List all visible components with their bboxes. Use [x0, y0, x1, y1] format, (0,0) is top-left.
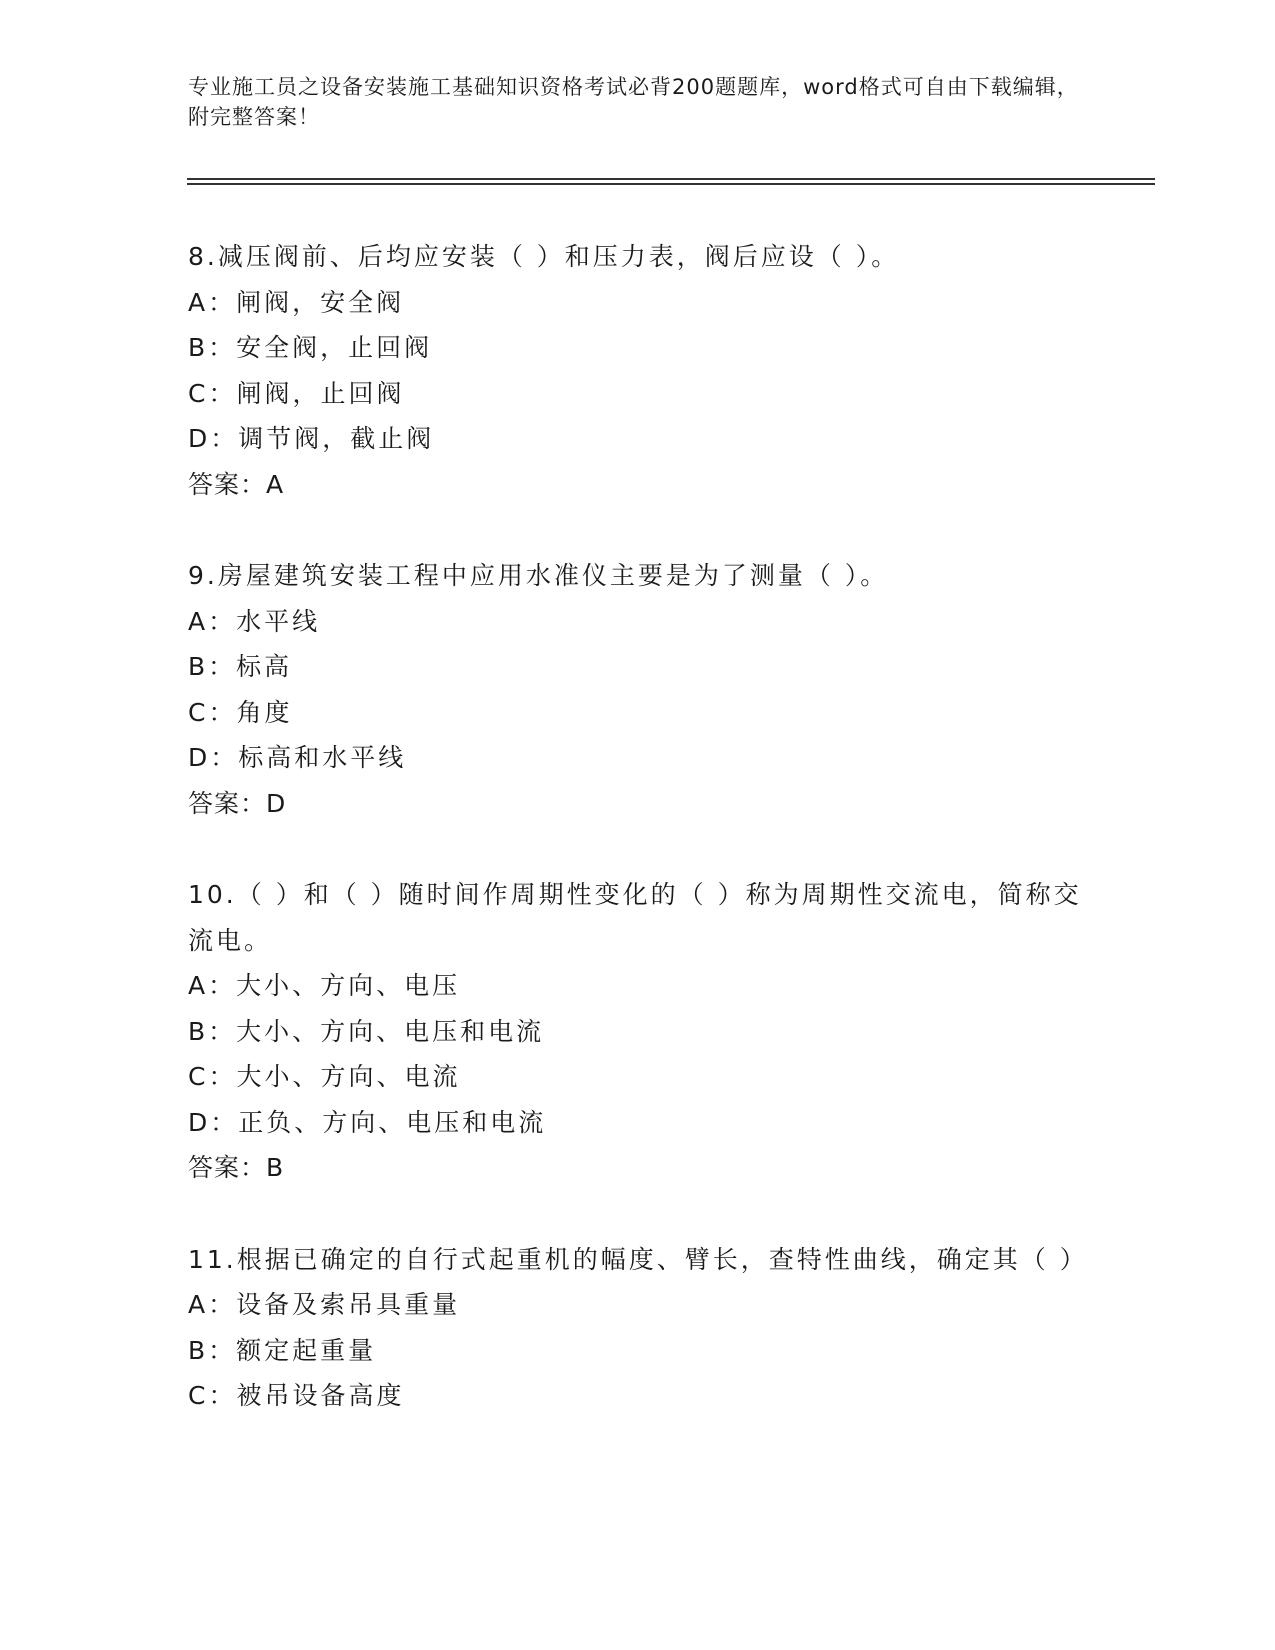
question-10 [188, 872, 1088, 1191]
option-c: C：大小、方向、电流 [188, 1062, 461, 1091]
answer-line: 答案：B [188, 1153, 285, 1182]
question-8 [188, 234, 1088, 507]
option-c: C：角度 [188, 697, 293, 727]
option-d: D：调节阀，截止阀 [188, 424, 435, 453]
option-a: A：水平线 [188, 606, 321, 636]
option-d: D：正负、方向、电压和电流 [188, 1107, 547, 1137]
option-b: B：大小、方向、电压和电流 [188, 1016, 545, 1046]
option-c: C：被吊设备高度 [188, 1381, 405, 1410]
option-c: C：闸阀，止回阀 [188, 378, 405, 408]
answer-line: 答案：A [188, 469, 285, 499]
option-b: B：安全阀，止回阀 [188, 333, 433, 362]
header-rule-top [187, 178, 1155, 180]
question-list [188, 234, 1088, 1465]
answer-line: 答案：D [188, 788, 287, 818]
option-a: A：设备及索吊具重量 [188, 1290, 461, 1319]
option-b: B：额定起重量 [188, 1335, 377, 1365]
question-stem: 10.（ ）和（ ）随时间作周期性变化的（ ）称为周期性交流电，简称交流电。 [188, 880, 1082, 955]
question-9 [188, 553, 1088, 826]
document-header: 专业施工员之设备安装施工基础知识资格考试必背200题题库，word格式可自由下载编辑，附完整答案！ [188, 75, 1079, 129]
question-11 [188, 1237, 1088, 1419]
option-b: B：标高 [188, 652, 293, 681]
question-stem: 11.根据已确定的自行式起重机的幅度、臂长，查特性曲线，确定其（ ） [188, 1244, 1088, 1274]
option-a: A：闸阀，安全阀 [188, 287, 405, 317]
header-rule-bottom [187, 183, 1155, 185]
option-d: D：标高和水平线 [188, 743, 407, 772]
question-stem: 8.减压阀前、后均应安装（ ）和压力表，阀后应设（ ）。 [188, 242, 900, 271]
question-stem: 9.房屋建筑安装工程中应用水准仪主要是为了测量（ ）。 [188, 561, 889, 590]
option-a: A：大小、方向、电压 [188, 971, 461, 1000]
